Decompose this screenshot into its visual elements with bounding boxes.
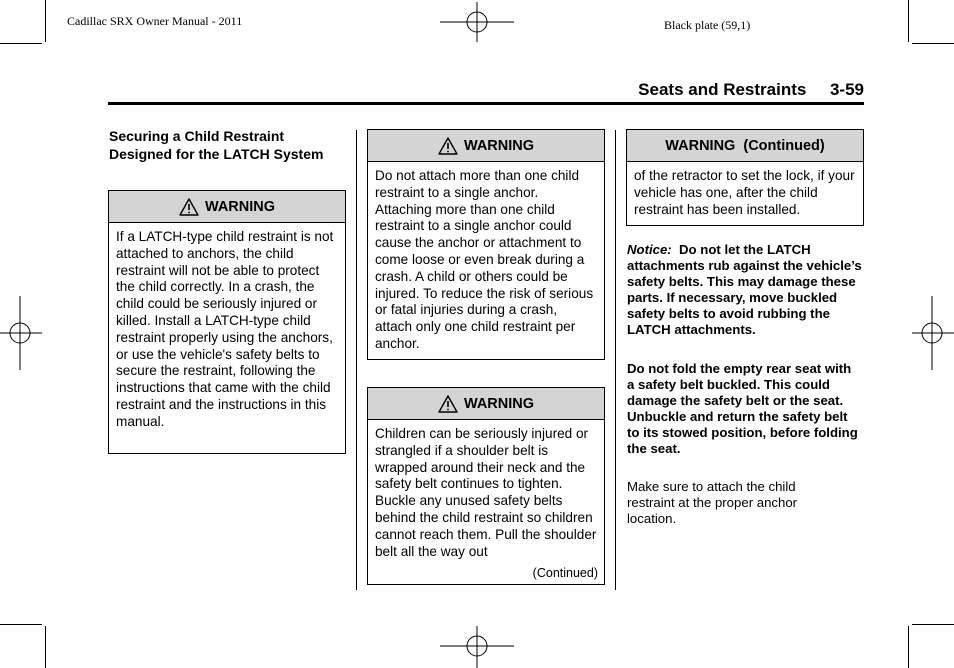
notice-label: Notice: bbox=[627, 242, 672, 257]
page-number: 3-59 bbox=[829, 80, 864, 99]
plate-info: Black plate (59,1) bbox=[664, 18, 751, 32]
warning-text: of the retractor to set the lock, if your vehicle has one, after the child restraint has been installed. bbox=[634, 168, 855, 217]
section-title: Seats and Restraints bbox=[638, 80, 807, 99]
section-heading: Securing a Child Restraint Designed for the LATCH System bbox=[109, 128, 324, 162]
registration-target-right-icon bbox=[912, 296, 954, 370]
crop-mark-bottom-right-v bbox=[908, 626, 909, 668]
crop-mark-top-left-h bbox=[0, 43, 42, 44]
crop-mark-bottom-right-h bbox=[912, 624, 954, 625]
fold-seat-warning-paragraph: Do not fold the empty rear seat with a safety belt buckled. This could damage the safety belt or the seat. Unbuckle and return the safety belt to its stowed position, before folding the seat. bbox=[627, 361, 858, 456]
crop-mark-top-left-v bbox=[45, 0, 46, 42]
notice-paragraph bbox=[627, 242, 863, 338]
registration-target-left-icon bbox=[0, 296, 42, 370]
warning-title: WARNING (Continued) bbox=[665, 137, 825, 154]
section-header bbox=[108, 80, 864, 105]
warning-title-bar bbox=[368, 130, 604, 162]
warning-text: If a LATCH-type child restraint is not attached to anchors, the child restraint will not be able to protect the child correctly. In a crash, the child could be seriously injured or killed. Install a LATCH-type child restraint properly using the anchors, or use the vehicle's safety belts to secure the restraint, following the instructions that came with the child restraint and the instructions in this manual. bbox=[116, 229, 334, 429]
anchor-location-paragraph: Make sure to attach the child restraint at the proper anchor location. bbox=[627, 479, 798, 526]
warning-title: WARNING bbox=[204, 198, 276, 215]
warning-box-one-restraint-per-anchor bbox=[367, 129, 605, 360]
warning-box-continued bbox=[626, 129, 864, 226]
warning-box-shoulder-belt-strangle bbox=[367, 387, 605, 585]
crop-mark-top-right-h bbox=[912, 43, 954, 44]
notice-text: Do not let the LATCH attachments rub against the vehicle’s safety belts. This may damage these parts. If necessary, move buckled safety belts to avoid rubbing the LATCH attachments. bbox=[627, 242, 862, 337]
warning-triangle-icon bbox=[438, 137, 458, 155]
warning-box-latch-anchors bbox=[108, 190, 346, 454]
crop-mark-bottom-left-h bbox=[0, 624, 42, 625]
column-divider-1 bbox=[356, 130, 357, 590]
warning-title: WARNING bbox=[463, 395, 535, 412]
warning-title: WARNING bbox=[463, 137, 535, 154]
crop-mark-bottom-left-v bbox=[45, 626, 46, 668]
column-divider-2 bbox=[615, 130, 616, 590]
warning-triangle-icon bbox=[438, 395, 458, 413]
manual-title: Cadillac SRX Owner Manual - 2011 bbox=[67, 14, 243, 28]
continued-label: (Continued) bbox=[532, 566, 598, 580]
crop-mark-top-right-v bbox=[908, 0, 909, 42]
warning-triangle-icon bbox=[179, 198, 199, 216]
warning-text: Children can be seriously injured or strangled if a shoulder belt is wrapped around their neck and the safety belt continues to tighten. Buckle any unused safety belts behind the child restraint so children cannot reach them. Pull the shoulder belt all the way out bbox=[375, 426, 597, 559]
registration-target-bottom-icon bbox=[440, 626, 514, 668]
warning-text: Do not attach more than one child restraint to a single anchor. Attaching more than one child restraint to a single anchor could cause the anchor or attachment to come loose or even break during a crash. A child or others could be injured. To reduce the risk of serious or fatal injuries during a crash, attach only one child restraint per anchor. bbox=[375, 168, 594, 351]
warning-title-bar bbox=[627, 130, 863, 162]
warning-title-bar bbox=[368, 388, 604, 420]
warning-title-bar bbox=[109, 191, 345, 223]
registration-target-top-icon bbox=[440, 2, 514, 42]
